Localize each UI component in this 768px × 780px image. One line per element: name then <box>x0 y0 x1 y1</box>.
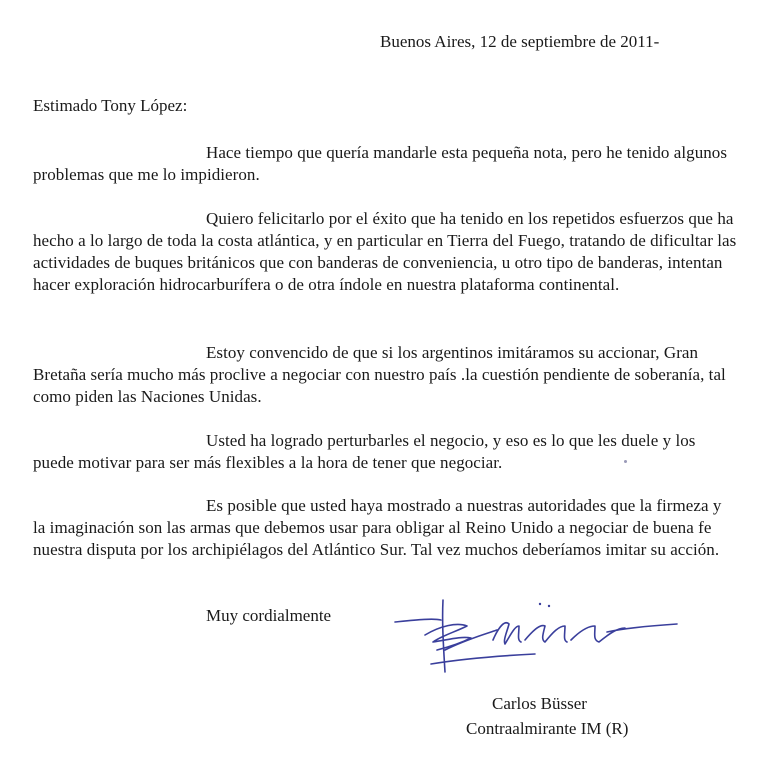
date-line: Buenos Aires, 12 de septiembre de 2011- <box>380 32 660 51</box>
closing: Muy cordialmente <box>206 606 332 625</box>
salutation: Estimado Tony López: <box>33 96 188 115</box>
paragraph-5: Es posible que usted haya mostrado a nuestras autoridades que la firmeza y la imaginación son las armas que debemos usar para obligar al Reino Unido a negociar de buena fe nuestra disputa por los archipiélagos del Atlántico Sur. Tal vez muchos deberíamos imitar su acción. <box>33 496 722 559</box>
signer-title: Contraalmirante IM (R) <box>466 719 629 738</box>
handwritten-signature <box>385 590 685 690</box>
signer-name: Carlos Büsser <box>492 694 587 713</box>
paragraph-3: Estoy convencido de que si los argentinos imitáramos su accionar, Gran Bretaña sería mucho más proclive a negociar con nuestro país .la cuestión pendiente de soberanía, tal como piden las Naciones Unidas. <box>33 343 726 406</box>
paragraph-2: Quiero felicitarlo por el éxito que ha tenido en los repetidos esfuerzos que ha hecho a lo largo de toda la costa atlántica, y en particular en Tierra del Fuego, tratando de dificultar las actividades de buques británicos que con banderas de conveniencia, u otro tipo de banderas, intentan hacer exploración hidrocarburífera o de otra índole en nuestra plataforma continental. <box>33 209 737 294</box>
ink-speck <box>624 460 627 463</box>
paragraph-1: Hace tiempo que quería mandarle esta pequeña nota, pero he tenido algunos problemas que me lo impidieron. <box>33 143 728 184</box>
paragraph-4: Usted ha logrado perturbarles el negocio, y eso es lo que les duele y los puede motivar para ser más flexibles a la hora de tener que negociar. <box>33 431 696 472</box>
